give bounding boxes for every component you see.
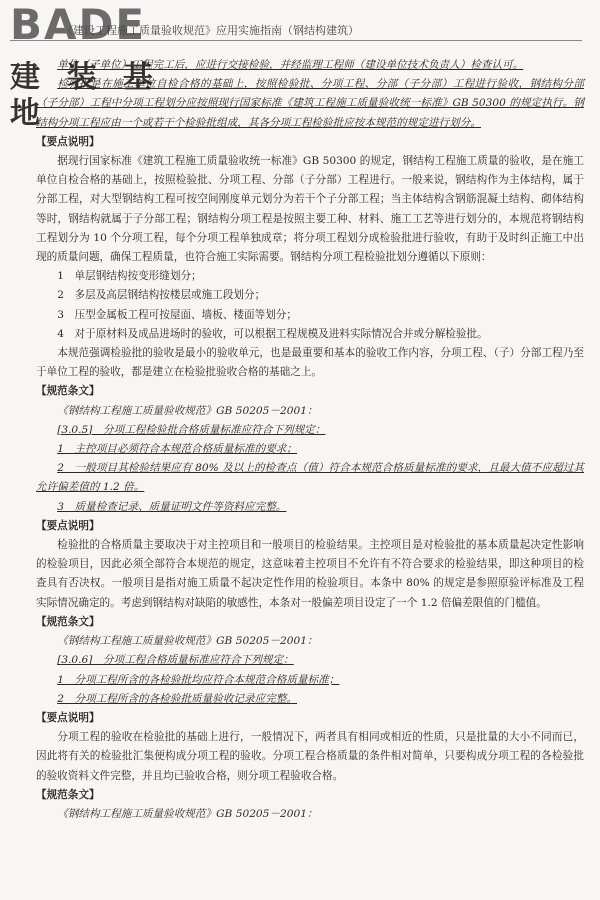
clause-text: 分项工程合格质量标准应符合下列规定：	[103, 654, 294, 667]
section-heading: 【要点说明】	[36, 135, 100, 148]
clause-item: 1 主控项目必须符合本规范合格质量标准的要求；	[57, 443, 297, 456]
clause-text: 分项工程检验批合格质量标准应符合下列规定：	[103, 423, 326, 436]
clause-item: 3 质量检查记录、质量证明文件等资料应完整。	[57, 500, 287, 513]
clause-item: 1 分项工程所含的各检验批均应符合本规范合格质量标准；	[57, 673, 340, 686]
clause-item: 2 分项工程所含的各检验批质量验收记录应完整。	[57, 692, 297, 705]
paragraph: 分项工程的验收在检验批的基础上进行，一般情况下，两者具有相同或相近的性质，只是批量的大小不同而已，因此将有关的检验批汇集便构成分项工程的验收。分项工程合格质量的条件相对简单，只要构成分项工程的各检验批的验收资料文件完整，并且均已验收合格，则分项工程验收合格。	[36, 731, 584, 782]
standard-source: 《钢结构工程施工质量验收规范》GB 50205－2001：	[57, 404, 318, 417]
list-item: 1 单层钢结构按变形缝划分；	[57, 270, 202, 283]
standard-source: 《钢结构工程施工质量验收规范》GB 50205－2001：	[57, 807, 318, 820]
page-body	[36, 56, 584, 824]
logo-wordmark: BADE	[10, 0, 147, 49]
section-heading: 【规范条文】	[36, 788, 100, 801]
list-item: 3 压型金属板工程可按屋面、墙板、楼面等划分；	[57, 308, 297, 321]
section-heading: 【要点说明】	[36, 711, 100, 724]
list-item: 4 对于原材料及成品进场时的验收，可以根据工程规模及进料实际情况合并或分解检验批。	[57, 327, 488, 340]
running-header: 《建设工程施工质量验收规范》应用实施指南（钢结构建筑）	[62, 24, 359, 37]
clause-line: [3.0.5] 分项工程检验批合格质量标准应符合下列规定：	[57, 423, 326, 436]
section-heading: 【要点说明】	[36, 519, 100, 532]
paragraph: 据现行国家标准《建筑工程施工质量验收统一标准》GB 50300 的规定，钢结构工程施工质量的验收，是在施工单位自检合格的基础上，按照检验批、分项工程、分部（子分部）工程进行。一般来说，钢结构作为主体结构，属于分部工程，对大型钢结构工程可按空间刚度单元划分为若干个子分部工程；当主体结构含钢筋混凝土结构、砌体结构等时，钢结构就属于子分部工程；钢结构分项工程是按照主要工种、材料、施工工艺等进行划分的，本规范将钢结构工程划分为 10 个分项工程，每个分项工程单独成章；将分项工程划分成检验批进行验收，有助于及时纠正施工中出现的质量问题，确保工程质量，也符合施工实际需要。钢结构分项工程检验批划分遵循以下原则：	[36, 155, 584, 264]
section-heading: 【规范条文】	[36, 385, 100, 398]
logo-subtitle: 建 装 基 地	[10, 60, 161, 131]
paragraph: 检验批的合格质量主要取决于对主控项目和一般项目的检验结果。主控项目是对检验批的基本质量起决定性影响的检验项目，因此必须全部符合本规范的规定，这意味着主控项目不允许有不符合要求的检验结果，即这种项目的检查具有否决权。一般项目是指对施工质量不起决定性作用的检验项目。本条中 80% 的规定是参照原验评标准及工程实际情况确定的。考虑到钢结构对缺陷的敏感性，本条对一般偏差项目设定了一个 1.2 倍偏差限值的门槛值。	[36, 539, 584, 609]
paragraph: 本规范强调检验批的验收是最小的验收单元，也是最重要和基本的验收工作内容，分项工程、（子）分部工程乃至于单位工程的验收，都是建立在检验批验收合格的基础之上。	[36, 347, 584, 379]
section-heading: 【规范条文】	[36, 615, 100, 628]
clause-line: [3.0.6] 分项工程合格质量标准应符合下列规定：	[57, 654, 294, 667]
clause-number: 3.0.6	[61, 654, 89, 667]
intro-line-1: 单位（子单位）工程完工后，应进行交接检验，并经监理工程师（建设单位技术负责人）检查认可。	[57, 59, 524, 71]
standard-source: 《钢结构工程施工质量验收规范》GB 50205－2001：	[57, 635, 318, 648]
clause-item: 2 一般项目其检验结果应有 80% 及以上的检查点（值）符合本规范合格质量标准的要求，且最大值不应超过其允许偏差值的 1.2 倍。	[36, 462, 584, 494]
clause-number: 3.0.5	[61, 423, 89, 436]
header-rule	[10, 40, 582, 41]
list-item: 2 多层及高层钢结构按楼层或施工段划分；	[57, 289, 266, 302]
intro-line-2: 检验批是在施工单位自检合格的基础上，按照检验批、分项工程、分部（子分部）工程进行验收，钢结构分部（子分部）工程中分项工程划分应按照现行国家标准《建筑工程施工质量验收统一标准》GB 50300 的规定执行。钢结构分项工程应由一个或若干个检验批组成，其各分项工程检验批应按本规范的规定进行划分。	[36, 78, 584, 129]
